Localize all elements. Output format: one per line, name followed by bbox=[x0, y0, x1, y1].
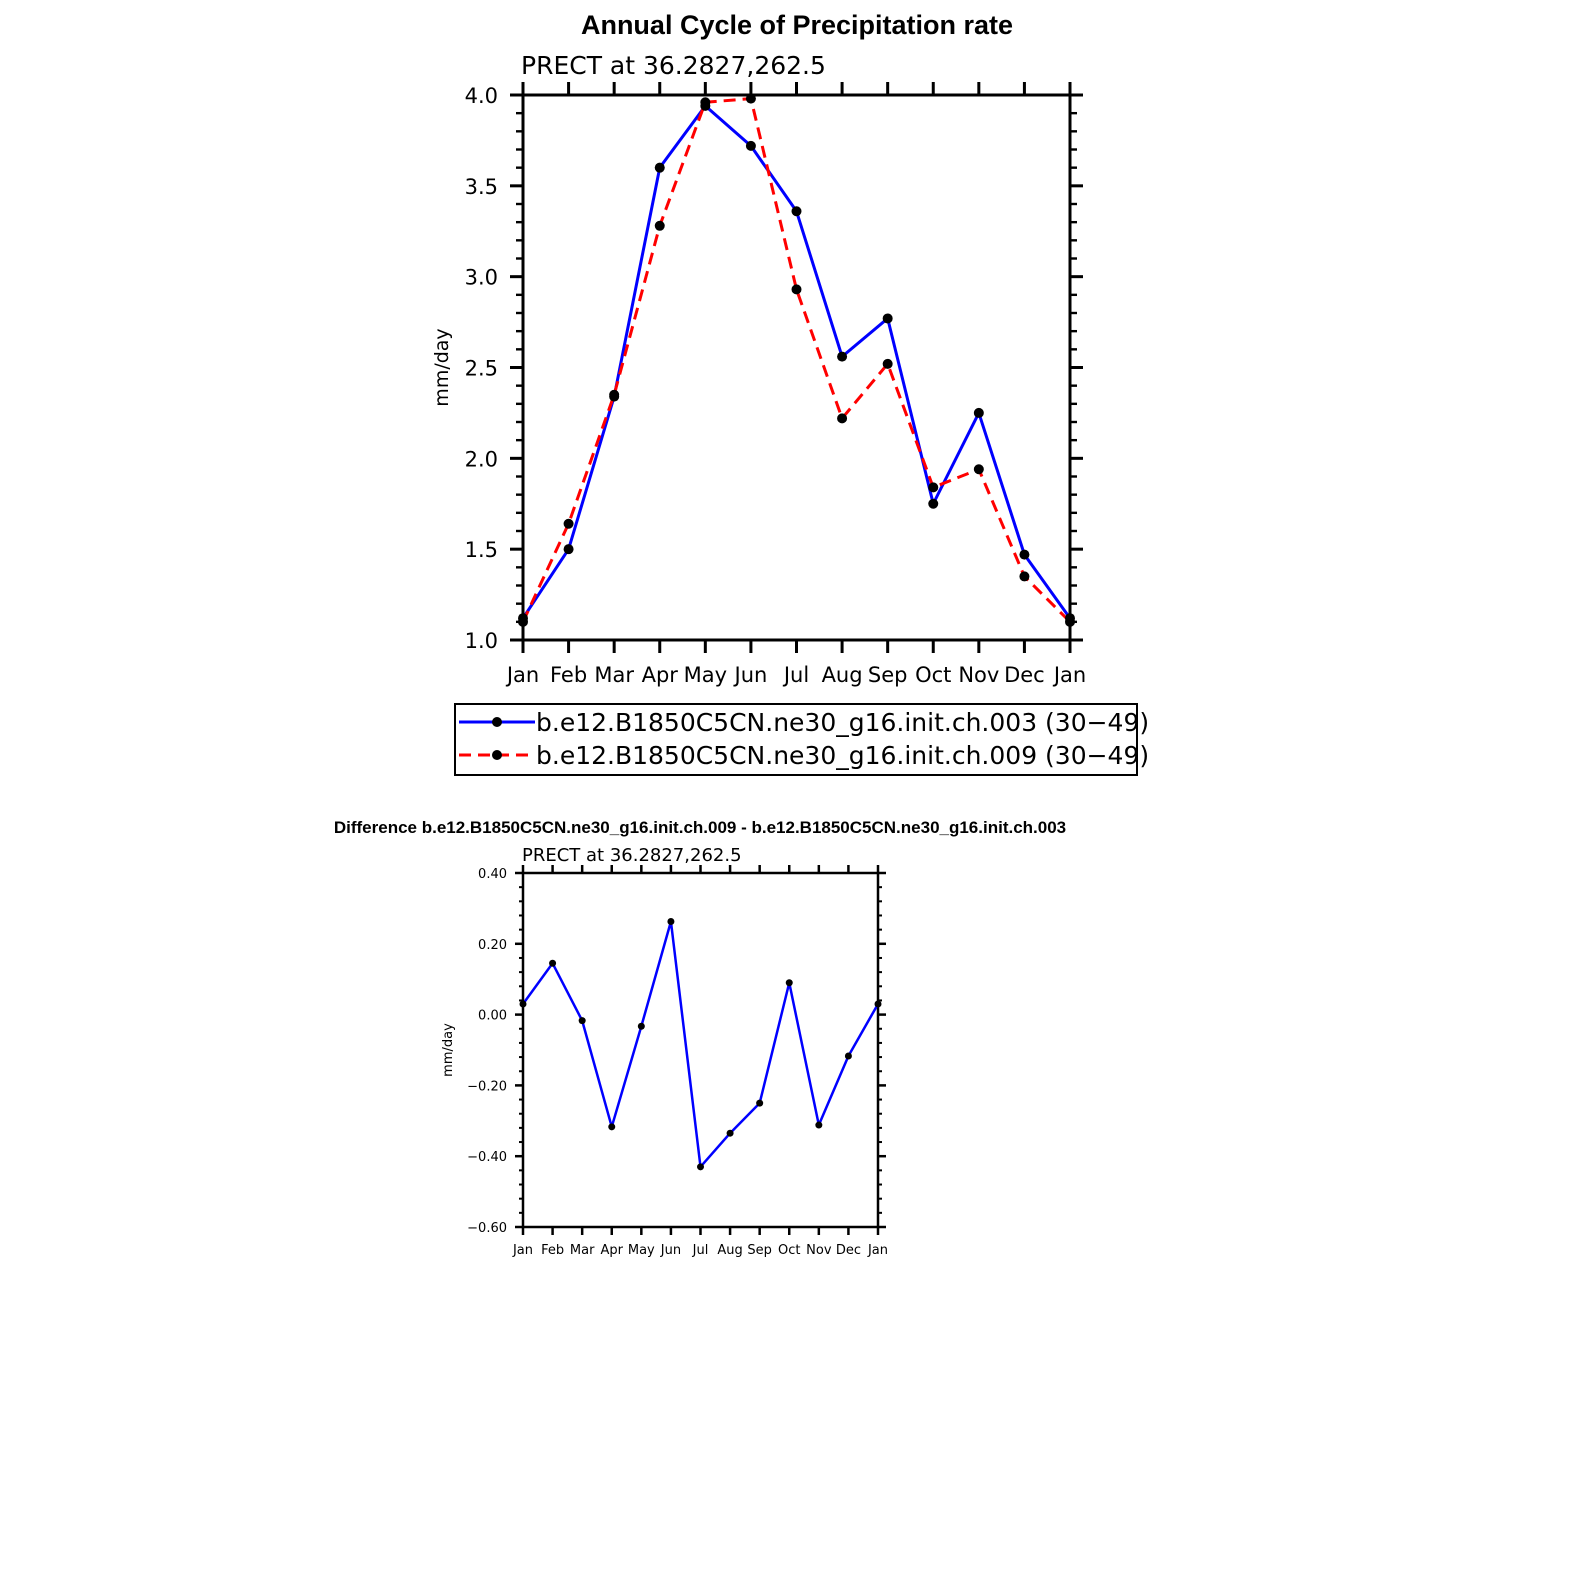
x-tick-label: Dec bbox=[835, 1243, 861, 1258]
difference-chart-title: Difference b.e12.B1850C5CN.ne30_g16.init.ch.009 - b.e12.B1850C5CN.ne30_g16.init.ch.003 bbox=[333, 818, 1067, 837]
x-tick-label: Dec bbox=[1004, 663, 1045, 687]
series-2-point bbox=[1019, 571, 1029, 581]
series-2-point bbox=[1065, 617, 1075, 627]
x-tick-label: Nov bbox=[806, 1243, 832, 1258]
y-tick-label: −0.60 bbox=[467, 1221, 507, 1236]
x-tick-label: Jun bbox=[660, 1243, 682, 1258]
series-2-point bbox=[746, 94, 756, 104]
legend-label-2: b.e12.B1850C5CN.ne30_g16.init.ch.009 (30−49) bbox=[536, 741, 1150, 770]
main-chart-subtitle: PRECT at 36.2827,262.5 bbox=[521, 51, 826, 80]
x-tick-label: Jun bbox=[734, 663, 768, 687]
series-2-point bbox=[792, 284, 802, 294]
series-2-point bbox=[564, 519, 574, 529]
series-1-point bbox=[883, 313, 893, 323]
series-1-point bbox=[564, 544, 574, 554]
y-tick-label: 1.0 bbox=[464, 629, 498, 653]
series-1-point bbox=[928, 499, 938, 509]
x-tick-label: May bbox=[627, 1243, 655, 1258]
series-1-point bbox=[579, 1017, 586, 1024]
plot-frame bbox=[523, 95, 1070, 640]
x-tick-label: Feb bbox=[549, 663, 588, 687]
difference-plot-area bbox=[441, 865, 888, 1258]
x-tick-label: Feb bbox=[541, 1243, 565, 1258]
x-tick-label: Aug bbox=[821, 663, 863, 687]
legend bbox=[455, 704, 1149, 775]
y-tick-label: 2.5 bbox=[464, 356, 498, 381]
y-tick-label: 0.00 bbox=[478, 1008, 507, 1024]
series-line-1 bbox=[523, 922, 878, 1167]
series-1-point bbox=[638, 1023, 645, 1030]
series-1-point bbox=[837, 352, 847, 362]
x-tick-label: Jul bbox=[783, 663, 810, 687]
y-tick-label: −0.40 bbox=[467, 1150, 507, 1166]
x-tick-label: Jan bbox=[1053, 663, 1087, 687]
series-1-point bbox=[608, 1123, 615, 1130]
series-2-point bbox=[883, 359, 893, 369]
difference-chart-subtitle: PRECT at 36.2827,262.5 bbox=[522, 845, 742, 866]
x-tick-label: Oct bbox=[915, 663, 952, 687]
x-tick-label: Nov bbox=[958, 663, 1000, 687]
x-tick-label: Jan bbox=[512, 1243, 534, 1258]
series-2-point bbox=[609, 390, 619, 400]
series-2-point bbox=[655, 221, 665, 231]
series-1-point bbox=[845, 1053, 852, 1060]
series-2-point bbox=[974, 464, 984, 474]
series-2-point bbox=[518, 617, 528, 627]
y-tick-label: 3.0 bbox=[464, 265, 498, 290]
legend-marker-2 bbox=[492, 750, 502, 760]
series-1-point bbox=[549, 960, 556, 967]
series-1-point bbox=[875, 1000, 882, 1007]
series-1-point bbox=[815, 1122, 822, 1129]
legend-label-1: b.e12.B1850C5CN.ne30_g16.init.ch.003 (30−49) bbox=[536, 708, 1150, 737]
x-tick-label: Jul bbox=[692, 1243, 709, 1258]
series-1-point bbox=[974, 408, 984, 418]
x-tick-label: Jan bbox=[506, 663, 540, 687]
legend-marker-1 bbox=[492, 717, 502, 727]
y-axis-label: mm/day bbox=[431, 328, 453, 407]
plot-frame bbox=[523, 873, 878, 1227]
y-tick-label: −0.20 bbox=[467, 1079, 507, 1095]
x-tick-label: Sep bbox=[867, 663, 908, 687]
series-2-point bbox=[928, 482, 938, 492]
main-plot-area bbox=[431, 82, 1086, 687]
series-1-point bbox=[667, 918, 674, 925]
y-tick-label: 0.40 bbox=[478, 867, 507, 882]
series-line-1 bbox=[523, 106, 1070, 618]
series-line-2 bbox=[523, 99, 1070, 622]
x-tick-label: Jan bbox=[867, 1243, 889, 1258]
main-chart-title: Annual Cycle of Precipitation rate bbox=[580, 10, 1014, 40]
x-tick-label: May bbox=[683, 663, 728, 687]
y-tick-label: 3.5 bbox=[464, 174, 498, 199]
y-tick-label: 4.0 bbox=[464, 84, 498, 108]
series-1-point bbox=[792, 206, 802, 216]
series-1-point bbox=[746, 141, 756, 151]
x-tick-label: Oct bbox=[778, 1243, 801, 1258]
x-tick-label: Mar bbox=[594, 663, 634, 687]
series-1-point bbox=[520, 1000, 527, 1007]
series-2-point bbox=[700, 97, 710, 107]
y-tick-label: 2.0 bbox=[464, 447, 498, 472]
series-1-point bbox=[697, 1163, 704, 1170]
y-axis-label: mm/day bbox=[441, 1023, 456, 1077]
x-tick-label: Aug bbox=[717, 1243, 743, 1258]
y-tick-label: 1.5 bbox=[464, 538, 498, 563]
series-2-point bbox=[837, 413, 847, 423]
x-tick-label: Apr bbox=[600, 1243, 623, 1258]
y-tick-label: 0.20 bbox=[478, 937, 507, 953]
x-tick-label: Sep bbox=[747, 1243, 772, 1258]
series-1-point bbox=[786, 979, 793, 986]
series-1-point bbox=[655, 163, 665, 173]
x-tick-label: Mar bbox=[569, 1243, 595, 1258]
series-1-point bbox=[756, 1100, 763, 1107]
series-1-point bbox=[1019, 550, 1029, 560]
series-1-point bbox=[727, 1130, 734, 1137]
x-tick-label: Apr bbox=[641, 663, 678, 687]
